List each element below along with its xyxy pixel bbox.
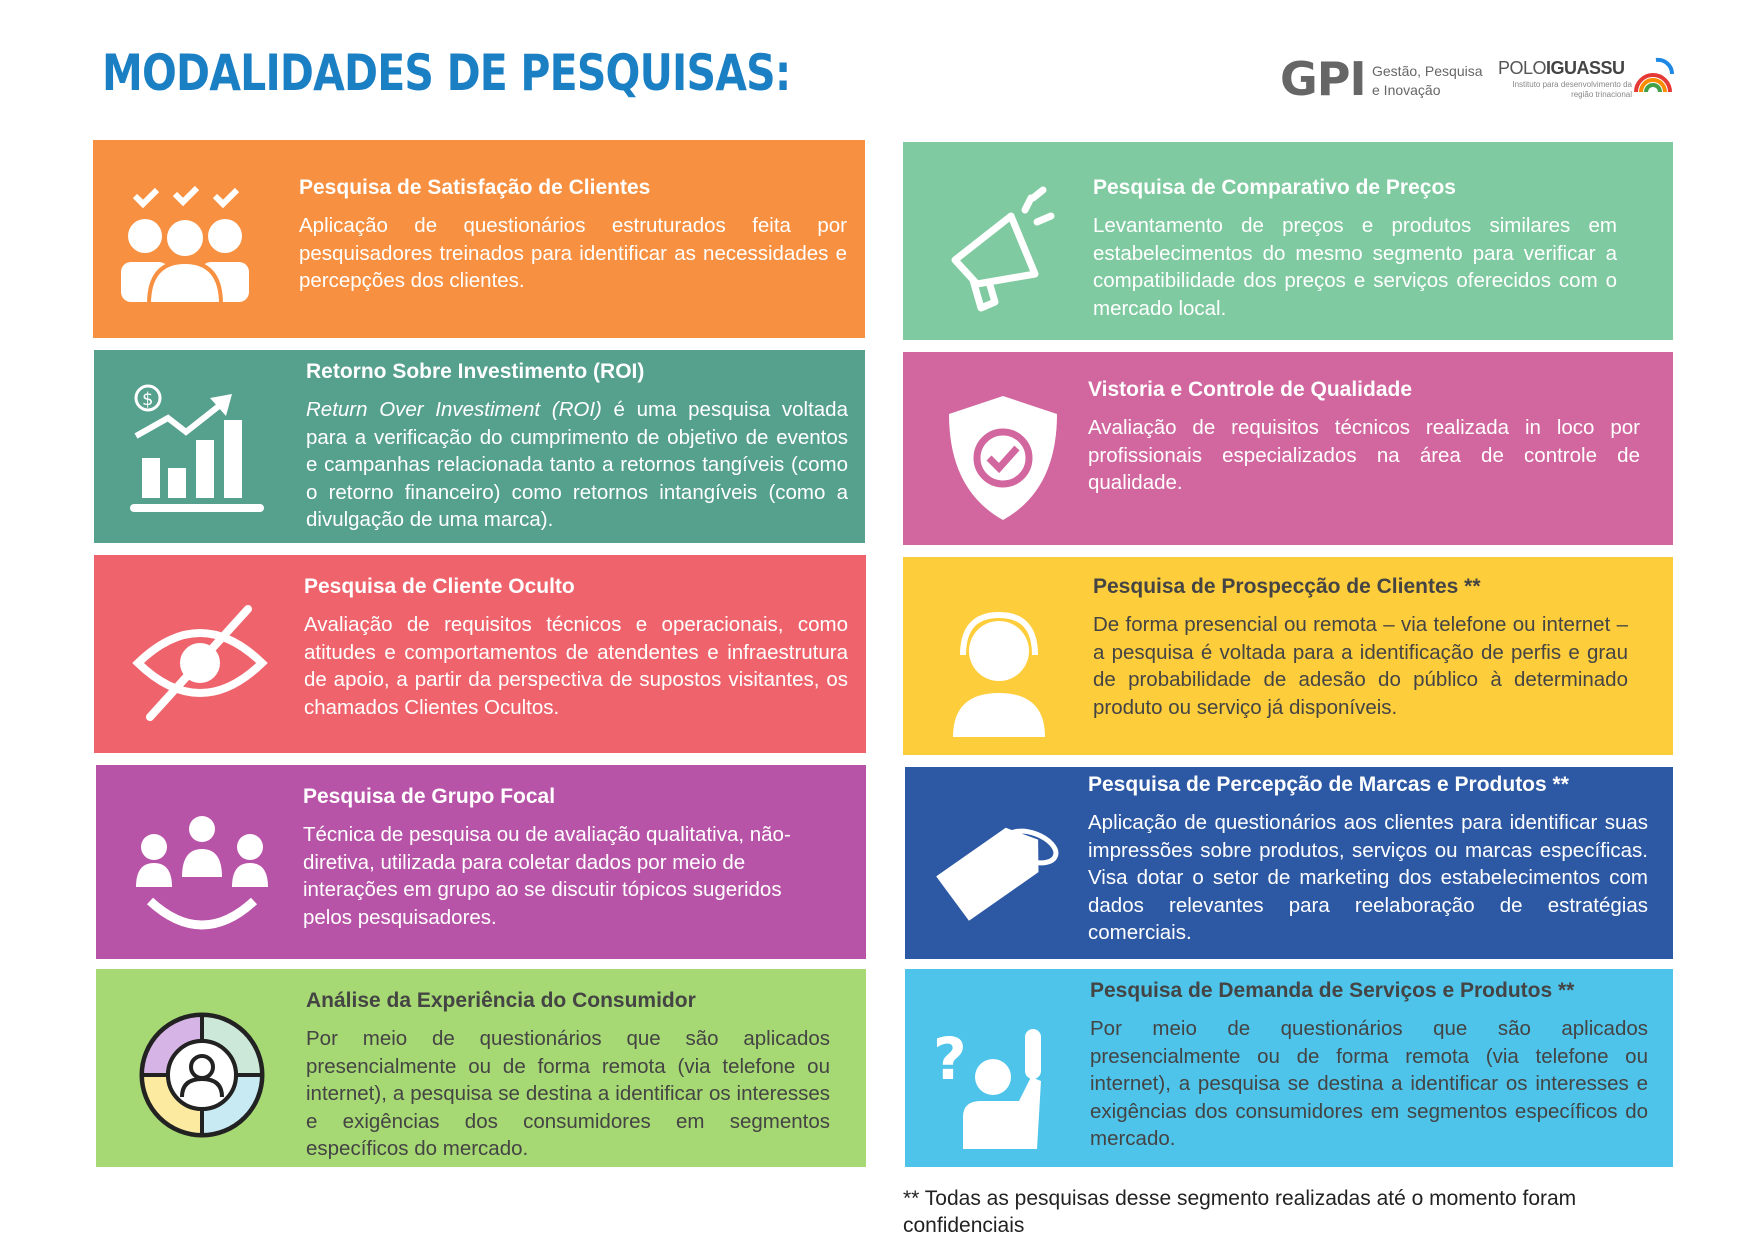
card-text [306,396,848,534]
card-roi [94,350,865,543]
question-raised-hand-icon [933,1019,1073,1159]
gpi-logo: GPI [1280,52,1366,106]
card-satisfacao-clientes [93,140,865,338]
hidden-eye-icon [130,593,270,733]
roi-italic-text: Return Over Investiment (ROI) [306,398,602,421]
polo-logo-light: POLO [1498,58,1547,78]
polo-iguassu-logo [1498,58,1625,79]
polo-logo-bold: IGUASSU [1546,58,1625,78]
card-title: Pesquisa de Demanda de Serviços e Produtos ** [1090,979,1575,1002]
group-icon [132,807,272,947]
card-title: Retorno Sobre Investimento (ROI) [306,360,645,383]
card-prospeccao-clientes [903,557,1673,755]
price-tag-icon [927,807,1067,947]
card-title: Pesquisa de Satisfação de Clientes [299,176,651,199]
growth-chart-icon [128,380,268,520]
card-comparativo-precos [903,142,1673,340]
card-title: Análise da Experiência do Consumidor [306,989,696,1012]
megaphone-icon [933,182,1073,322]
card-text: Aplicação de questionários aos clientes para identificar suas impressões sobre produtos, serviços ou marcas específicas. Visa dotar o setor de marketing dos estabelecimentos com dados relevantes para reelaboração de estratégias comerciais. [1088,811,1648,944]
card-percepcao-marcas [905,767,1673,959]
card-title: Pesquisa de Grupo Focal [303,785,556,808]
roi-text: é uma pesquisa voltada para a verificação do cumprimento de objetivo de eventos e campanhas relacionada tanto a retornos tangíveis (como o retorno financeiro) como retornos intangíveis (como a divulgação de uma marca). [306,398,848,531]
card-text: Técnica de pesquisa ou de avaliação qualitativa, não-diretiva, utilizada para coletar dados por meio de interações em grupo ao se discutir tópicos sugeridos pelos pesquisadores. [303,823,791,929]
footnote: ** Todas as pesquisas desse segmento realizadas até o momento foram confidenciais [903,1187,1577,1237]
card-text: Aplicação de questionários estruturados feita por pesquisadores treinados para identificar as necessidades e percepções dos clientes. [299,214,847,292]
headset-agent-icon [939,607,1079,747]
card-text: Avaliação de requisitos técnicos e operacionais, como atitudes e comportamentos de atendentes e infraestrutura de apoio, a partir da perspectiva de supostos visitantes, os chamados Clientes Ocultos. [304,613,848,719]
card-title: Pesquisa de Percepção de Marcas e Produtos ** [1088,773,1569,796]
card-grupo-focal [96,765,866,959]
card-title: Pesquisa de Comparativo de Preços [1093,176,1456,199]
satisfied-customers-icon [115,178,255,318]
card-text: De forma presencial ou remota – via telefone ou internet – a pesquisa é voltada para a identificação de perfis e grau de probabilidade de adesão do público à determinado produto ou serviço já disponíveis. [1093,613,1628,719]
card-demanda-servicos [905,969,1673,1167]
shield-check-icon [933,388,1073,528]
card-vistoria-qualidade [903,352,1673,545]
card-cliente-oculto [94,555,866,753]
card-experiencia-consumidor [96,969,866,1167]
svg-text:?: ? [933,1025,967,1093]
page-title: MODALIDADES DE PESQUISAS: [102,44,791,102]
gpi-tagline: Gestão, Pesquisa e Inovação [1372,63,1483,98]
svg-text:$: $ [142,389,154,410]
rainbow-arc-icon [1630,52,1676,98]
card-title: Pesquisa de Prospecção de Clientes ** [1093,575,1481,598]
card-title: Pesquisa de Cliente Oculto [304,575,575,598]
consumer-wheel-icon [132,1005,272,1145]
card-text: Avaliação de requisitos técnicos realizada in loco por profissionais especializados na área de controle de qualidade. [1088,416,1640,494]
polo-tagline: Instituto para desenvolvimento da região trinacional [1512,80,1632,99]
card-title: Vistoria e Controle de Qualidade [1088,378,1413,401]
card-text: Por meio de questionários que são aplicados presencialmente ou de forma remota (via telefone ou internet), a pesquisa se destina a identificar os interesses e exigências dos consumidores em segmentos específicos do mercado. [1090,1017,1648,1150]
card-text: Por meio de questionários que são aplicados presencialmente ou de forma remota (via telefone ou internet), a pesquisa se destina a identificar os interesses e exigências dos consumidores em segmentos específicos do mercado. [306,1027,830,1160]
card-text: Levantamento de preços e produtos similares em estabelecimentos do mesmo segmento para verificar a compatibilidade dos preços e serviços oferecidos com o mercado local. [1093,214,1617,320]
logos [1280,50,1670,110]
